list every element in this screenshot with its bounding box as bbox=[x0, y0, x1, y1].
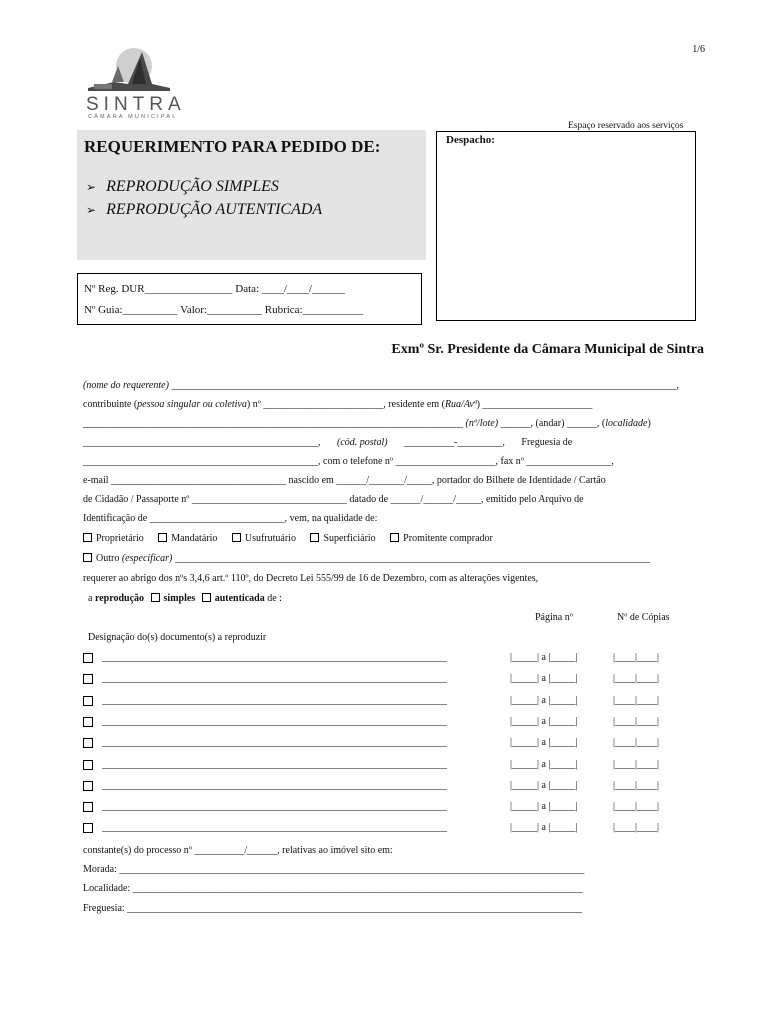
form-line-postal: _______________________________________________, (cód. postal) __________-_________, Freguesia de bbox=[83, 437, 573, 448]
checkbox[interactable] bbox=[390, 533, 399, 542]
document-copies[interactable]: |____|____| bbox=[613, 779, 660, 791]
document-designation-field[interactable]: _____________________________________________________________________ bbox=[102, 715, 447, 727]
document-page-range[interactable]: |_____| a |_____| bbox=[510, 715, 578, 727]
document-row bbox=[83, 801, 683, 815]
document-row bbox=[83, 822, 683, 836]
registration-line-1: Nº Reg. DUR________________ Data: ____/____/______ bbox=[84, 283, 345, 295]
document-checkbox[interactable] bbox=[83, 781, 93, 791]
form-line-identification: Identificação de ___________________________, vem, na qualidade de: bbox=[83, 513, 378, 524]
quality-representative[interactable]: Mandatário bbox=[158, 533, 217, 544]
document-page-range[interactable]: |_____| a |_____| bbox=[510, 694, 578, 706]
reserved-label: Espaço reservado aos serviços bbox=[568, 121, 684, 131]
document-copies[interactable]: |____|____| bbox=[613, 715, 660, 727]
document-row bbox=[83, 652, 683, 666]
document-checkbox[interactable] bbox=[83, 653, 93, 663]
arrow-icon: ➢ bbox=[86, 203, 97, 217]
document-row bbox=[83, 780, 683, 794]
registration-box bbox=[77, 273, 422, 325]
document-copies[interactable]: |____|____| bbox=[613, 758, 660, 770]
document-row bbox=[83, 673, 683, 687]
document-checkbox[interactable] bbox=[83, 823, 93, 833]
document-designation-field[interactable]: _____________________________________________________________________ bbox=[102, 652, 447, 663]
logo-name: SINTRA bbox=[86, 94, 186, 115]
document-copies[interactable]: |____|____| bbox=[613, 694, 660, 706]
document-designation-field[interactable]: _____________________________________________________________________ bbox=[102, 758, 447, 770]
option-simple: ➢ REPRODUÇÃO SIMPLES bbox=[86, 178, 279, 195]
quality-surface-holder[interactable]: Superficiário bbox=[310, 533, 375, 544]
document-page-range[interactable]: |_____| a |_____| bbox=[510, 737, 578, 749]
document-page-range[interactable]: |_____| a |_____| bbox=[510, 801, 578, 813]
document-row bbox=[83, 716, 683, 730]
document-page-range[interactable]: |_____| a |_____| bbox=[510, 652, 578, 663]
form-line-passport: de Cidadão / Passaporte nº _______________________________ datado de ______/______/_____, emitido pelo Arquivo de bbox=[83, 494, 584, 505]
form-line-taxpayer: contribuinte (pessoa singular ou coletiva) nº ________________________, residente em (Rua/Avª) ______________________ bbox=[83, 399, 593, 410]
document-page-range[interactable]: |_____| a |_____| bbox=[510, 673, 578, 685]
document-page-range[interactable]: |_____| a |_____| bbox=[510, 822, 578, 834]
document-designation-field[interactable]: _____________________________________________________________________ bbox=[102, 737, 447, 749]
quality-usufructuary[interactable]: Usufrutuário bbox=[232, 533, 296, 544]
quality-options bbox=[83, 533, 493, 544]
document-designation-field[interactable]: _____________________________________________________________________ bbox=[102, 694, 447, 706]
despacho-label: Despacho: bbox=[446, 134, 495, 146]
despacho-box bbox=[436, 131, 696, 321]
page-number: 1/6 bbox=[692, 44, 705, 55]
freguesia-line: Freguesia: ___________________________________________________________________________________________ bbox=[83, 903, 583, 914]
designation-label: Designação do(s) documento(s) a reproduzir bbox=[88, 632, 267, 643]
document-checkbox[interactable] bbox=[83, 802, 93, 812]
document-designation-field[interactable]: _____________________________________________________________________ bbox=[102, 673, 447, 685]
document-copies[interactable]: |____|____| bbox=[613, 801, 660, 813]
reproduction-type: a reprodução simples autenticada de : bbox=[88, 593, 282, 604]
document-designation-field[interactable]: _____________________________________________________________________ bbox=[102, 779, 447, 791]
addressee: Exmº Sr. Presidente da Câmara Municipal de Sintra bbox=[391, 342, 704, 357]
quality-promissory-buyer[interactable]: Promitente comprador bbox=[390, 533, 493, 544]
registration-line-2: Nº Guia:__________ Valor:__________ Rubrica:___________ bbox=[84, 304, 364, 316]
document-row bbox=[83, 695, 683, 709]
document-copies[interactable]: |____|____| bbox=[613, 673, 660, 685]
logo-subtitle: CÂMARA MUNICIPAL bbox=[88, 114, 178, 120]
checkbox[interactable] bbox=[310, 533, 319, 542]
localidade-line: Localidade: __________________________________________________________________________________________ bbox=[83, 883, 583, 894]
col-copies-header: Nº de Cópias bbox=[617, 612, 670, 623]
quality-other[interactable]: Outro (especificar) _______________________________________________________________________________________________ bbox=[83, 553, 650, 564]
form-line-name: (nome do requerente) _____________________________________________________________________________________________________, bbox=[83, 380, 679, 391]
document-row bbox=[83, 737, 683, 751]
legal-reference: requerer ao abrigo dos nºs 3,4,6 art.º 110º, do Decreto Lei 555/99 de 16 de Dezembro, com as alterações vigentes, bbox=[83, 573, 539, 584]
document-page-range[interactable]: |_____| a |_____| bbox=[510, 758, 578, 770]
document-page-range[interactable]: |_____| a |_____| bbox=[510, 779, 578, 791]
checkbox[interactable] bbox=[232, 533, 241, 542]
checkbox[interactable] bbox=[83, 533, 92, 542]
document-copies[interactable]: |____|____| bbox=[613, 652, 660, 663]
request-title: REQUERIMENTO PARA PEDIDO DE: bbox=[84, 137, 381, 156]
arrow-icon: ➢ bbox=[86, 180, 97, 194]
document-copies[interactable]: |____|____| bbox=[613, 822, 660, 834]
checkbox[interactable] bbox=[83, 553, 92, 562]
quality-owner[interactable]: Proprietário bbox=[83, 533, 144, 544]
checkbox-authenticated[interactable] bbox=[202, 593, 211, 602]
document-designation-field[interactable]: _____________________________________________________________________ bbox=[102, 801, 447, 813]
option-authenticated: ➢ REPRODUÇÃO AUTENTICADA bbox=[86, 201, 323, 218]
document-checkbox[interactable] bbox=[83, 696, 93, 706]
process-line: constante(s) do processo nº __________/______, relativas ao imóvel sito em: bbox=[83, 845, 393, 856]
document-designation-field[interactable]: _____________________________________________________________________ bbox=[102, 822, 447, 834]
document-checkbox[interactable] bbox=[83, 717, 93, 727]
form-line-address: ____________________________________________________________________________ (nº/lote) ______, (andar) ______, (localidade) bbox=[83, 418, 651, 429]
document-copies[interactable]: |____|____| bbox=[613, 737, 660, 749]
form-line-phone: _______________________________________________, com o telefone nº ____________________, fax nº _________________, bbox=[83, 456, 614, 467]
checkbox[interactable] bbox=[158, 533, 167, 542]
document-checkbox[interactable] bbox=[83, 760, 93, 770]
col-page-header: Página nº bbox=[535, 612, 573, 623]
morada-line: Morada: _____________________________________________________________________________________________ bbox=[83, 864, 585, 875]
checkbox-simple[interactable] bbox=[151, 593, 160, 602]
form-line-email: e-mail ___________________________________ nascido em ______/_______/_____, portador do Bilhete de Identidade / Cartão bbox=[83, 475, 606, 486]
document-checkbox[interactable] bbox=[83, 674, 93, 684]
document-checkbox[interactable] bbox=[83, 738, 93, 748]
document-row bbox=[83, 759, 683, 773]
